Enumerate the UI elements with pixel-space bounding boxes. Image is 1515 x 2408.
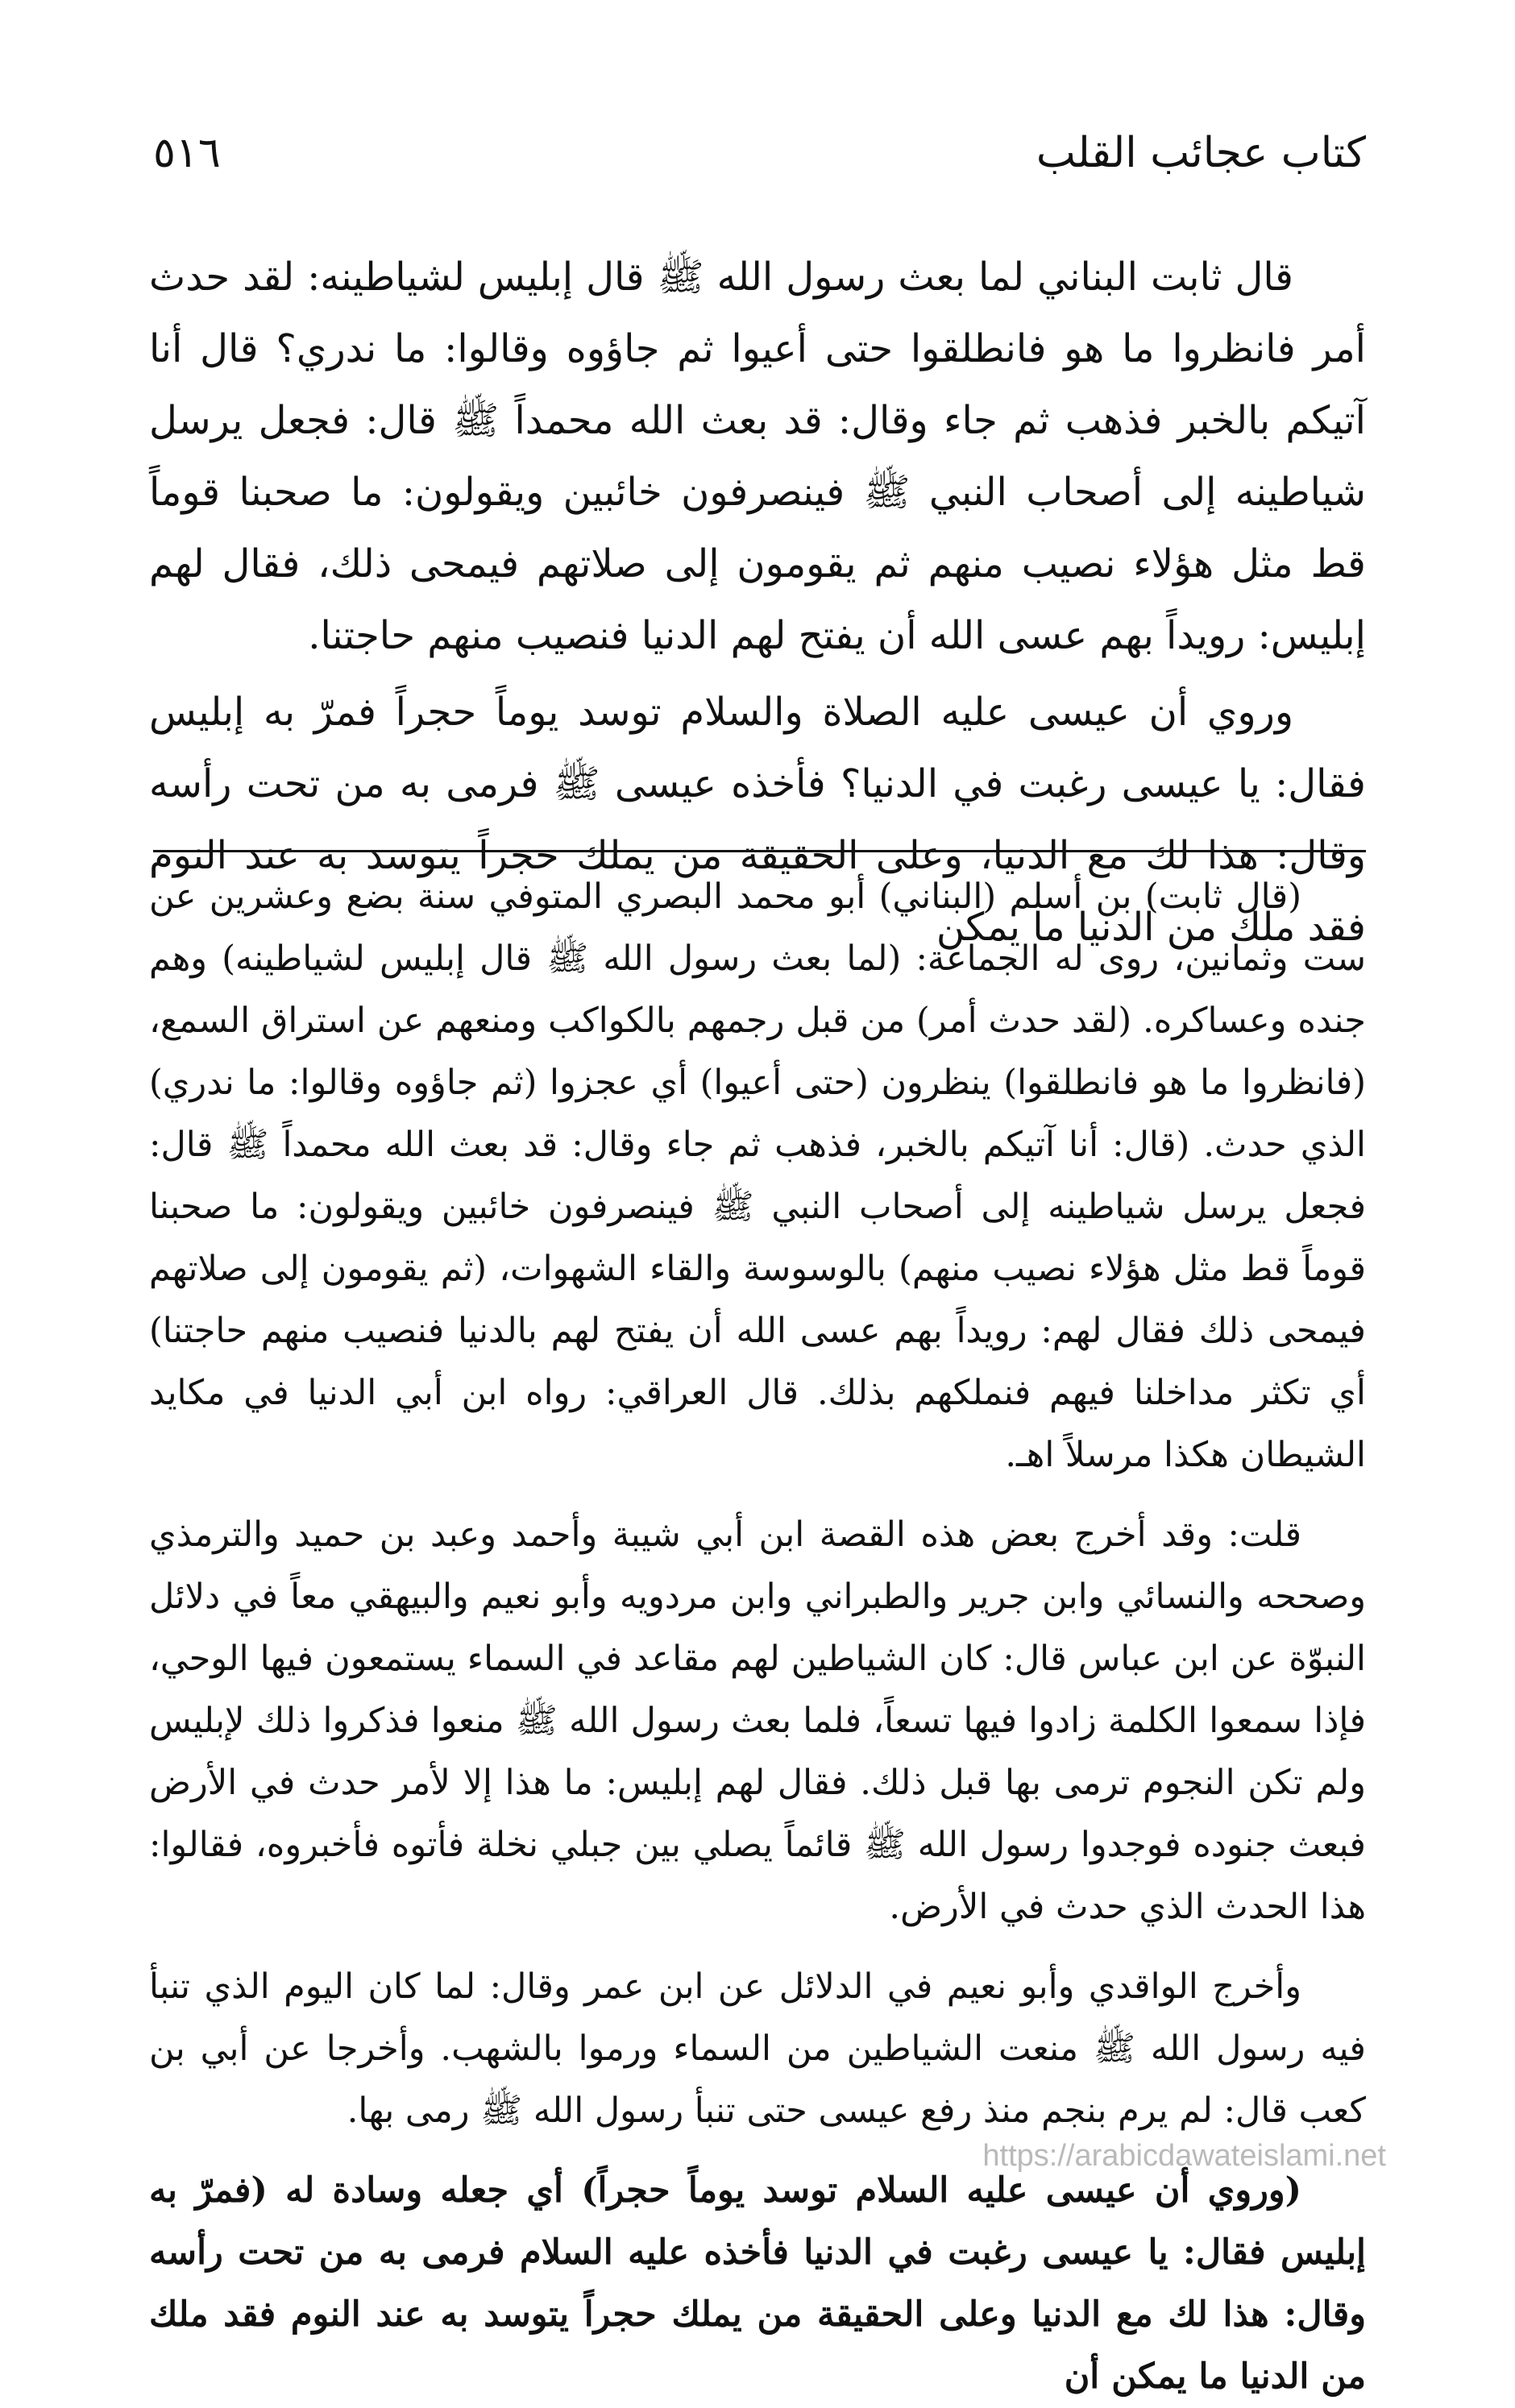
main-paragraph: وروي أن عيسى عليه الصلاة والسلام توسد يوماً حجراً فمرّ به إبليس فقال: يا عيسى رغبت في الدنيا؟ فأخذه عيسى ﷺ فرمى به من تحت رأسه وقال: هذا لك مع الدنيا، وعلى الحقيقة من يملك حجراً يتوسد به عند النوم فقد ملك من الدنيا ما يمكن [149, 690, 1366, 950]
page-header [153, 121, 1366, 185]
commentary-paragraph: (وروي أن عيسى عليه السلام توسد يوماً حجراً) أي جعله وسادة له (فمرّ به إبليس فقال: يا عيسى رغبت في الدنيا فأخذه عليه السلام فرمى به من تحت رأسه وقال: هذا لك مع الدنيا وعلى الحقيقة من يملك حجراً يتوسد به عند النوم فقد ملك من الدنيا ما يمكن أن [149, 2170, 1366, 2397]
watermark-url: https://arabicdawateislami.net [982, 2139, 1386, 2173]
section-divider [153, 850, 1366, 852]
commentary-paragraph: قلت: وقد أخرج بعض هذه القصة ابن أبي شيبة وأحمد وعبد بن حميد والترمذي وصححه والنسائي وابن جرير والطبراني وابن مردويه وأبو نعيم والبيهقي معاً في دلائل النبوّة عن ابن عباس قال: كان الشياطين لهم مقاعد في السماء يستمعون فيها الوحي، فإذا سمعوا الكلمة زادوا فيها تسعاً، فلما بعث رسول الله ﷺ منعوا فذكروا ذلك لإبليس ولم تكن النجوم ترمى بها قبل ذلك. فقال لهم إبليس: ما هذا إلا لأمر حدث في الأرض فبعث جنوده فوجدوا رسول الله ﷺ قائماً يصلي بين جبلي نخلة فأتوه فأخبروه، فقالوا: هذا الحدث الذي حدث في الأرض. [149, 1515, 1367, 1927]
commentary-text [149, 866, 1366, 2408]
main-text [149, 242, 1366, 964]
commentary-paragraph: وأخرج الواقدي وأبو نعيم في الدلائل عن ابن عمر وقال: لما كان اليوم الذي تنبأ فيه رسول الله ﷺ منعت الشياطين من السماء ورموا بالشهب. وأخرجا عن أبي بن كعب قال: لم يرم بنجم منذ رفع عيسى حتى تنبأ رسول الله ﷺ رمى بها. [149, 1967, 1366, 2131]
commentary-paragraph: (قال ثابت) بن أسلم (البناني) أبو محمد البصري المتوفي سنة بضع وعشرين عن ست وثمانين، روى له الجماعة: (لما بعث رسول الله ﷺ قال إبليس لشياطينه) وهم جنده وعساكره. (لقد حدث أمر) من قبل رجمهم بالكواكب ومنعهم عن استراق السمع، (فانظروا ما هو فانطلقوا) ينظرون (حتى أعيوا) أي عجزوا (ثم جاؤوه وقالوا: ما ندري) الذي حدث. (قال: أنا آتيكم بالخبر، فذهب ثم جاء وقال: قد بعث الله محمداً ﷺ قال: فجعل يرسل شياطينه إلى أصحاب النبي ﷺ فينصرفون خائبين ويقولون: ما صحبنا قوماً قط مثل هؤلاء نصيب منهم) بالوسوسة والقاء الشهوات، (ثم يقومون إلى صلاتهم فيمحى ذلك فقال لهم: رويداً بهم عسى الله أن يفتح لهم بالدنيا فنصيب منهم حاجتنا) أي تكثر مداخلنا فيهم فنملكهم بذلك. قال العراقي: رواه ابن أبي الدنيا في مكايد الشيطان هكذا مرسلاً اهـ. [149, 877, 1367, 1475]
main-paragraph: قال ثابت البناني لما بعث رسول الله ﷺ قال إبليس لشياطينه: لقد حدث أمر فانظروا ما هو فانطلقوا حتى أعيوا ثم جاؤوه وقالوا: ما ندري؟ قال أنا آتيكم بالخبر فذهب ثم جاء وقال: قد بعث الله محمداً ﷺ قال: فجعل يرسل شياطينه إلى أصحاب النبي ﷺ فينصرفون خائبين ويقولون: ما صحبنا قوماً قط مثل هؤلاء نصيب منهم ثم يقومون إلى صلاتهم فيمحى ذلك، فقال لهم إبليس: رويداً بهم عسى الله أن يفتح لهم الدنيا فنصيب منهم حاجتنا. [149, 255, 1367, 658]
book-title: كتاب عجائب القلب [1036, 129, 1366, 177]
page-number: ٥١٦ [153, 129, 221, 177]
